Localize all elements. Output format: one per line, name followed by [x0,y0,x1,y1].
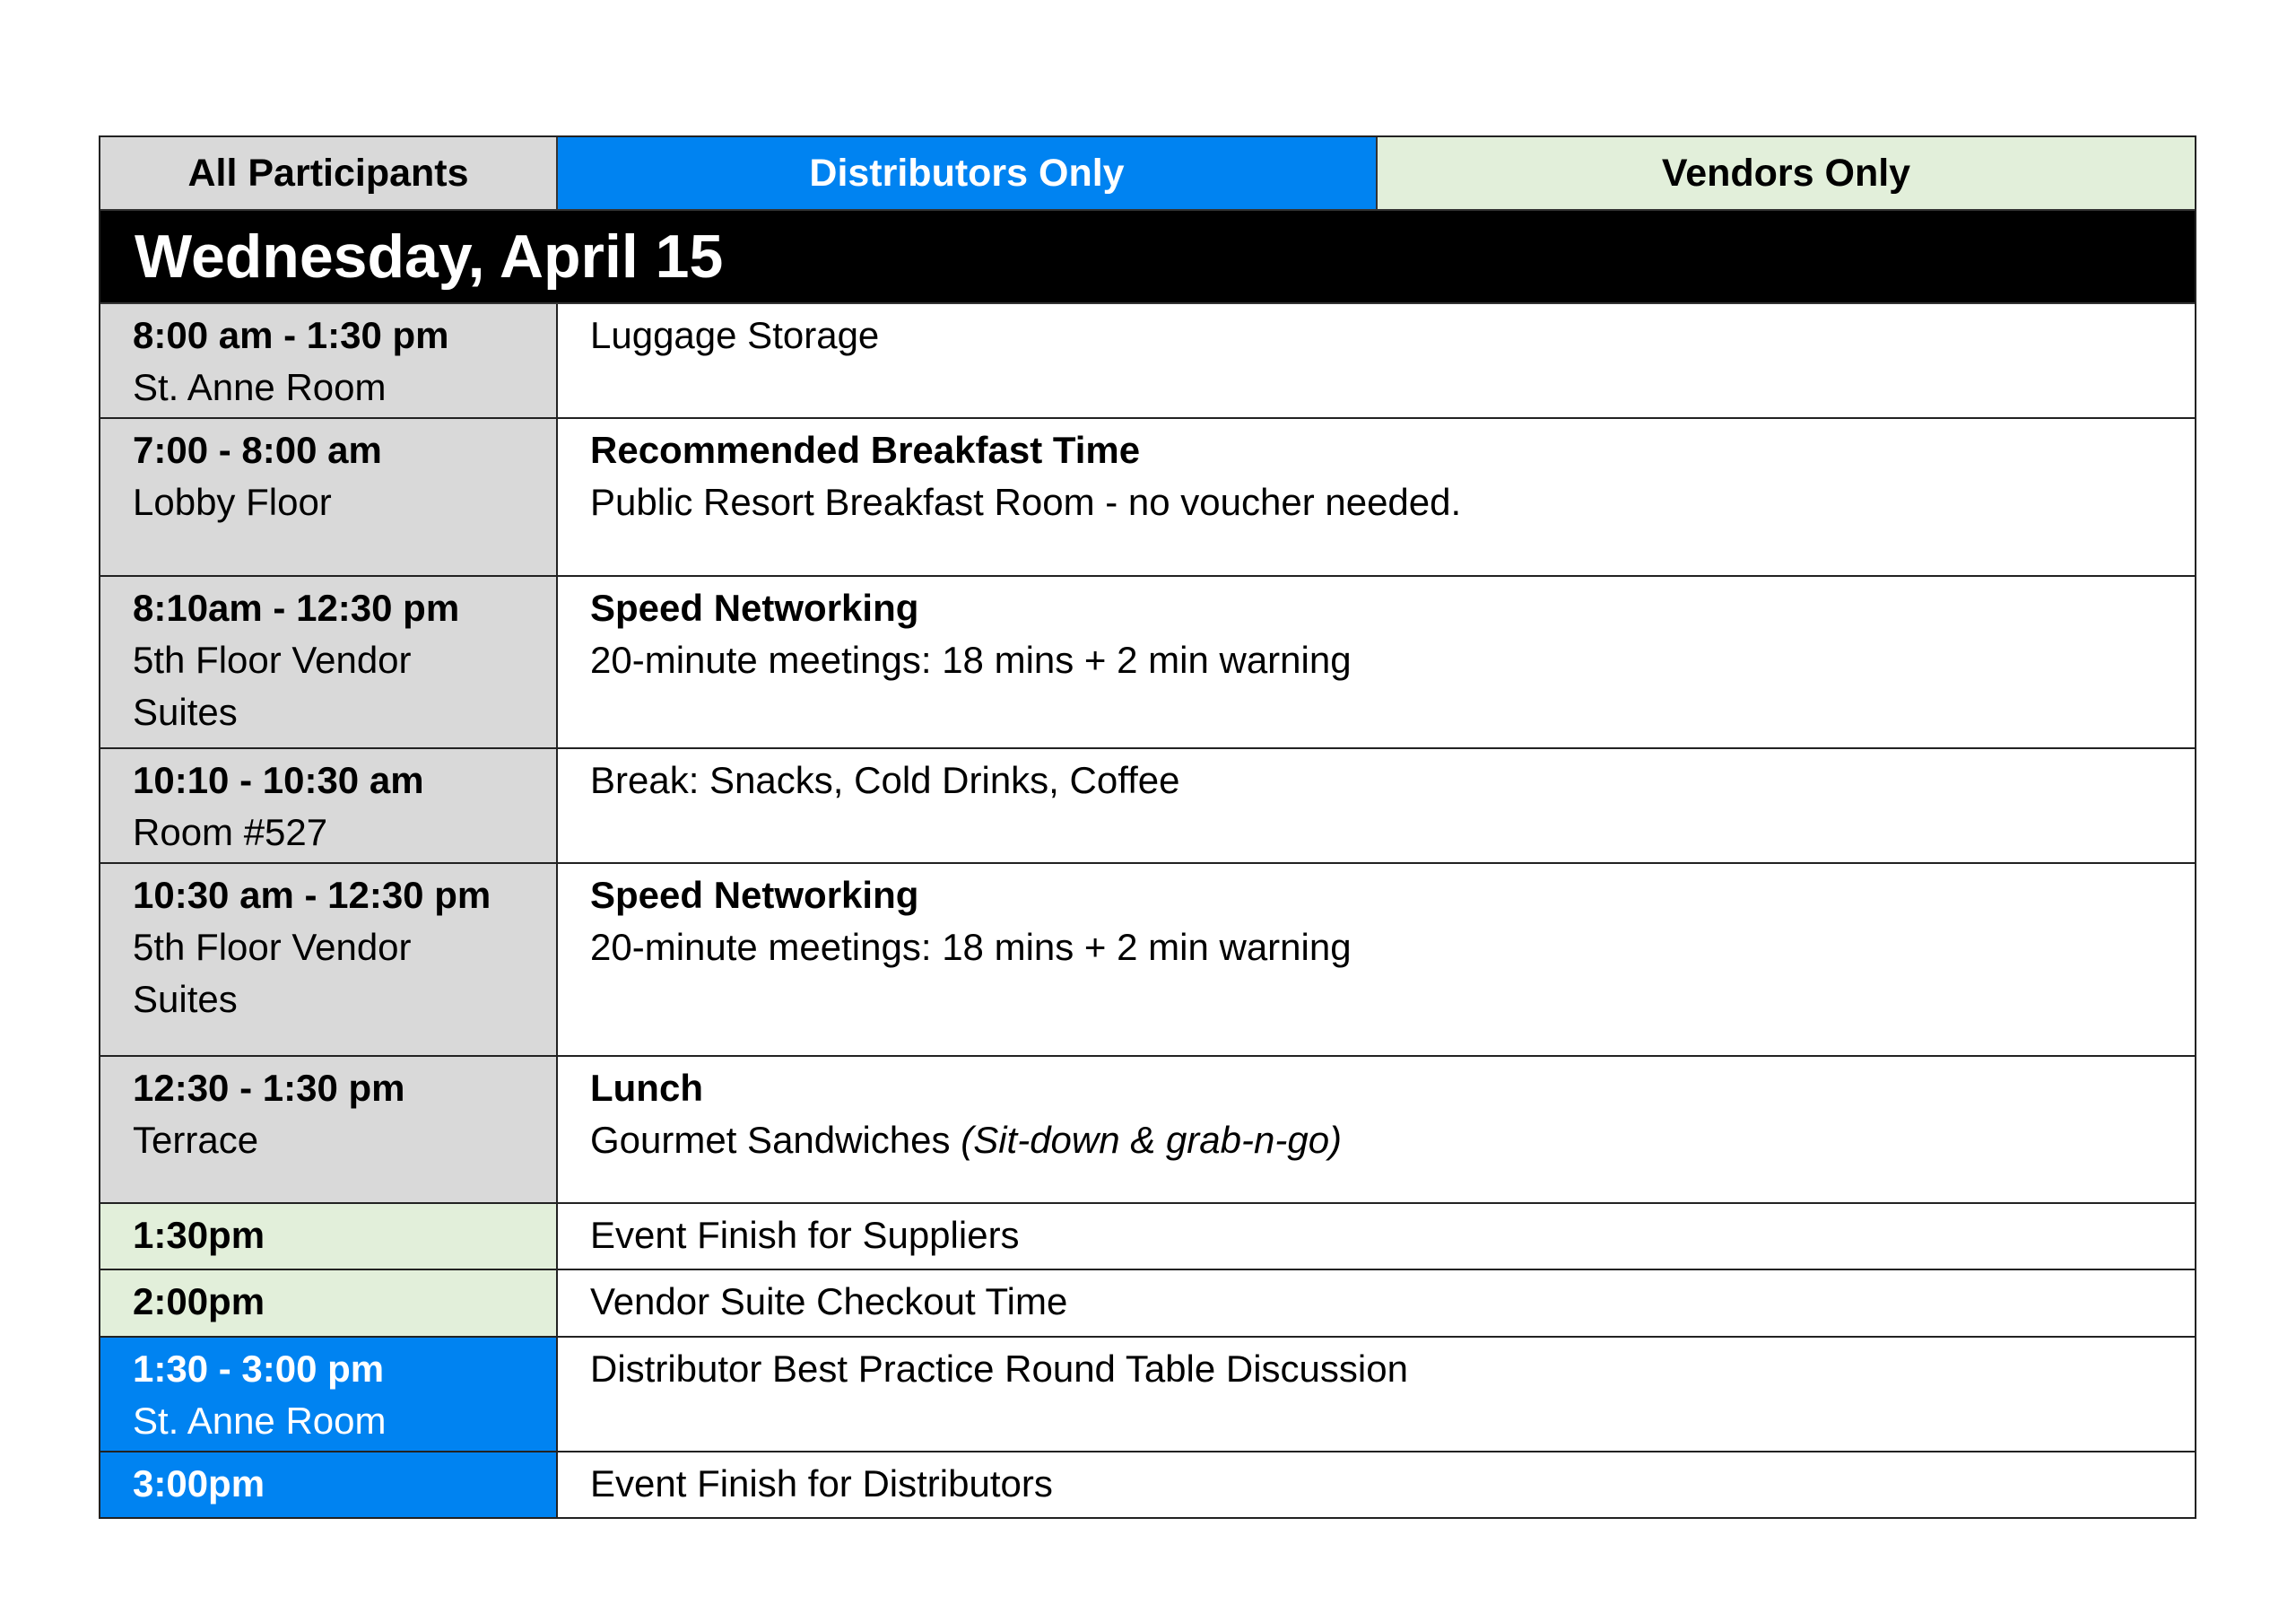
time: 2:00pm [133,1280,265,1322]
time: 7:00 - 8:00 am [133,429,382,471]
event-cell [558,1057,2195,1202]
time: 8:00 am - 1:30 pm [133,314,449,356]
schedule-row [100,749,2195,864]
event-description: Event Finish for Distributors [590,1462,1053,1505]
time-cell [100,1338,558,1451]
event-description-note: (Sit-down & grab-n-go) [961,1119,1343,1161]
time: 10:10 - 10:30 am [133,759,424,801]
event-cell [558,1204,2195,1269]
time-cell [100,749,558,862]
event-title: Speed Networking [590,874,919,916]
schedule-row [100,304,2195,419]
event-description: 20-minute meetings: 18 mins + 2 min warning [590,926,1352,968]
time-cell [100,1204,558,1269]
location: Terrace [133,1119,259,1161]
day-title: Wednesday, April 15 [100,211,2195,304]
schedule-row [100,1270,2195,1338]
time-cell [100,864,558,1055]
time-cell [100,1057,558,1202]
time: 8:10am - 12:30 pm [133,587,460,629]
event-cell [558,864,2195,1055]
location: 5th Floor Vendor Suites [133,926,412,1020]
event-cell [558,749,2195,862]
location: 5th Floor Vendor Suites [133,639,412,733]
schedule-table [99,135,2196,1519]
event-description: 20-minute meetings: 18 mins + 2 min warning [590,639,1352,681]
event-cell [558,419,2195,575]
event-description: Break: Snacks, Cold Drinks, Coffee [590,759,1180,801]
event-description-text: Gourmet Sandwiches [590,1119,961,1161]
event-description [590,1114,2195,1166]
schedule-row [100,577,2195,749]
event-cell [558,1452,2195,1517]
schedule-row [100,419,2195,577]
schedule-row [100,1057,2195,1204]
legend-distributors-only: Distributors Only [558,137,1378,209]
legend-vendors-only: Vendors Only [1378,137,2195,209]
time-cell [100,577,558,747]
location: St. Anne Room [133,1400,387,1442]
time-cell [100,1270,558,1336]
event-cell [558,304,2195,417]
time-cell [100,419,558,575]
event-title: Lunch [590,1067,703,1109]
schedule-row [100,1338,2195,1452]
location: St. Anne Room [133,366,387,408]
event-cell [558,577,2195,747]
event-description: Public Resort Breakfast Room - no voucher needed. [590,481,1462,523]
event-title: Speed Networking [590,587,919,629]
event-cell [558,1338,2195,1451]
audience-legend [100,137,2195,211]
schedule-row [100,864,2195,1057]
location: Room #527 [133,811,328,853]
time: 1:30 - 3:00 pm [133,1348,385,1390]
event-cell [558,1270,2195,1336]
event-title: Recommended Breakfast Time [590,429,1141,471]
time: 10:30 am - 12:30 pm [133,874,491,916]
location: Lobby Floor [133,481,332,523]
time: 12:30 - 1:30 pm [133,1067,405,1109]
event-description: Vendor Suite Checkout Time [590,1280,1068,1322]
schedule-row [100,1204,2195,1270]
time-cell [100,304,558,417]
event-description: Distributor Best Practice Round Table Discussion [590,1348,1408,1390]
time: 3:00pm [133,1462,265,1505]
time: 1:30pm [133,1214,265,1256]
event-description: Event Finish for Suppliers [590,1214,1020,1256]
legend-all-participants: All Participants [100,137,558,209]
event-description: Luggage Storage [590,314,880,356]
time-cell [100,1452,558,1517]
schedule-row [100,1452,2195,1517]
